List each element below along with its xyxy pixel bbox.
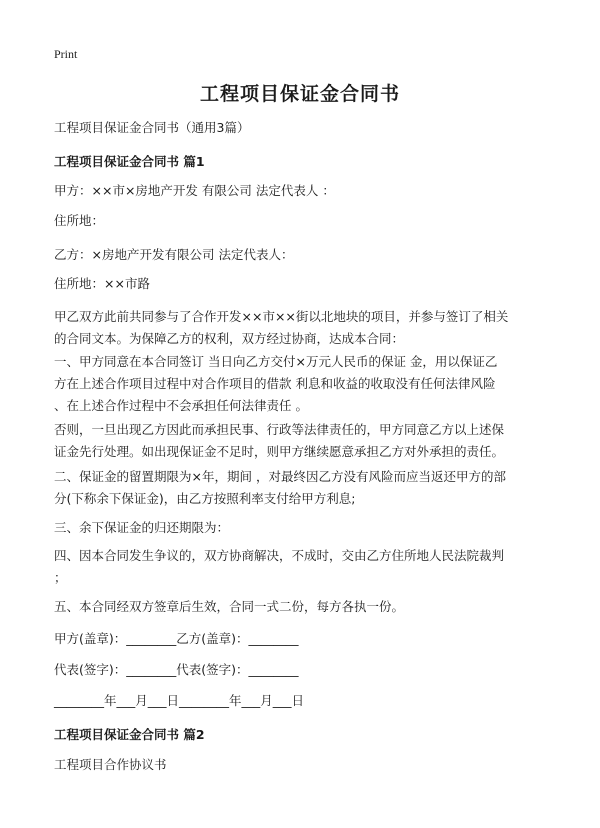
clause2-paragraph (54, 466, 550, 510)
signature-seal-line: 甲方(盖章)：________乙方(盖章)：________ (54, 631, 299, 646)
clause5-line: 五、本合同经双方签章后生效，合同一式二份，每方各执一份。 (54, 599, 405, 614)
print-label: Print (54, 47, 78, 61)
clause1-line: 一、甲方同意在本合同签订 当日向乙方交付×万元人民币的保证 金，用以保证乙 (54, 354, 498, 369)
clause1-extra-line: 证金先行处理。如出现保证金不足时，则甲方继续愿意承担乙方对外承担的责任。 (54, 444, 505, 459)
party-b-address: 住所地：××市路 (54, 276, 150, 291)
signature-representative-line: 代表(签字)：________代表(签字)：________ (54, 662, 299, 677)
signature-date-line: ________年___月___日________年___月___日 (54, 693, 305, 708)
intro-line: 的合同文本。为保障乙方的权利，双方经过协商，达成本合同： (54, 331, 405, 346)
document-subtitle: 工程项目保证金合同书（通用3篇） (54, 120, 250, 135)
party-a-address: 住所地： (54, 213, 105, 228)
clause1-extra-line: 否则，一旦出现乙方因此而承担民事、行政等法律责任的，甲方同意乙方以上述保 (54, 422, 505, 437)
clause3-line: 三、余下保证金的归还期限为： (54, 520, 230, 535)
section2-subtitle: 工程项目合作协议书 (54, 757, 167, 772)
section1-heading: 工程项目保证金合同书 篇1 (54, 154, 205, 169)
clause1-line: 方在上述合作项目过程中对合作项目的借款 利息和收益的收取没有任何法律风险 (54, 376, 496, 391)
clause2-line: 分(下称余下保证金)，由乙方按照利率支付给甲方利息; (54, 491, 356, 506)
party-b-line: 乙方：×房地产开发有限公司 法定代表人： (54, 247, 294, 262)
clause1-line: 、在上述合作过程中不会承担任何法律责任 。 (54, 398, 308, 413)
clause1-paragraph (54, 351, 550, 417)
party-a-line: 甲方：××市×房地产开发 有限公司 法定代表人 ： (54, 183, 335, 198)
clause1-extra-paragraph (54, 419, 550, 463)
intro-paragraph (54, 306, 550, 350)
intro-line: 甲乙双方此前共同参与了合作开发××市××街以北地块的项目，并参与签订了相关 (54, 309, 509, 324)
clause2-line: 二、保证金的留置期限为×年，期间 ，对最终因乙方没有风险而应当返还甲方的部 (54, 469, 506, 484)
clause4-line: 四、因本合同发生争议的，双方协商解决，不成时，交由乙方住所地人民法院裁判 (54, 548, 505, 563)
section2-heading: 工程项目保证金合同书 篇2 (54, 727, 205, 742)
clause4-paragraph (54, 545, 550, 589)
page-title: 工程项目保证金合同书 (199, 83, 400, 105)
clause4-line: ； (54, 570, 67, 585)
